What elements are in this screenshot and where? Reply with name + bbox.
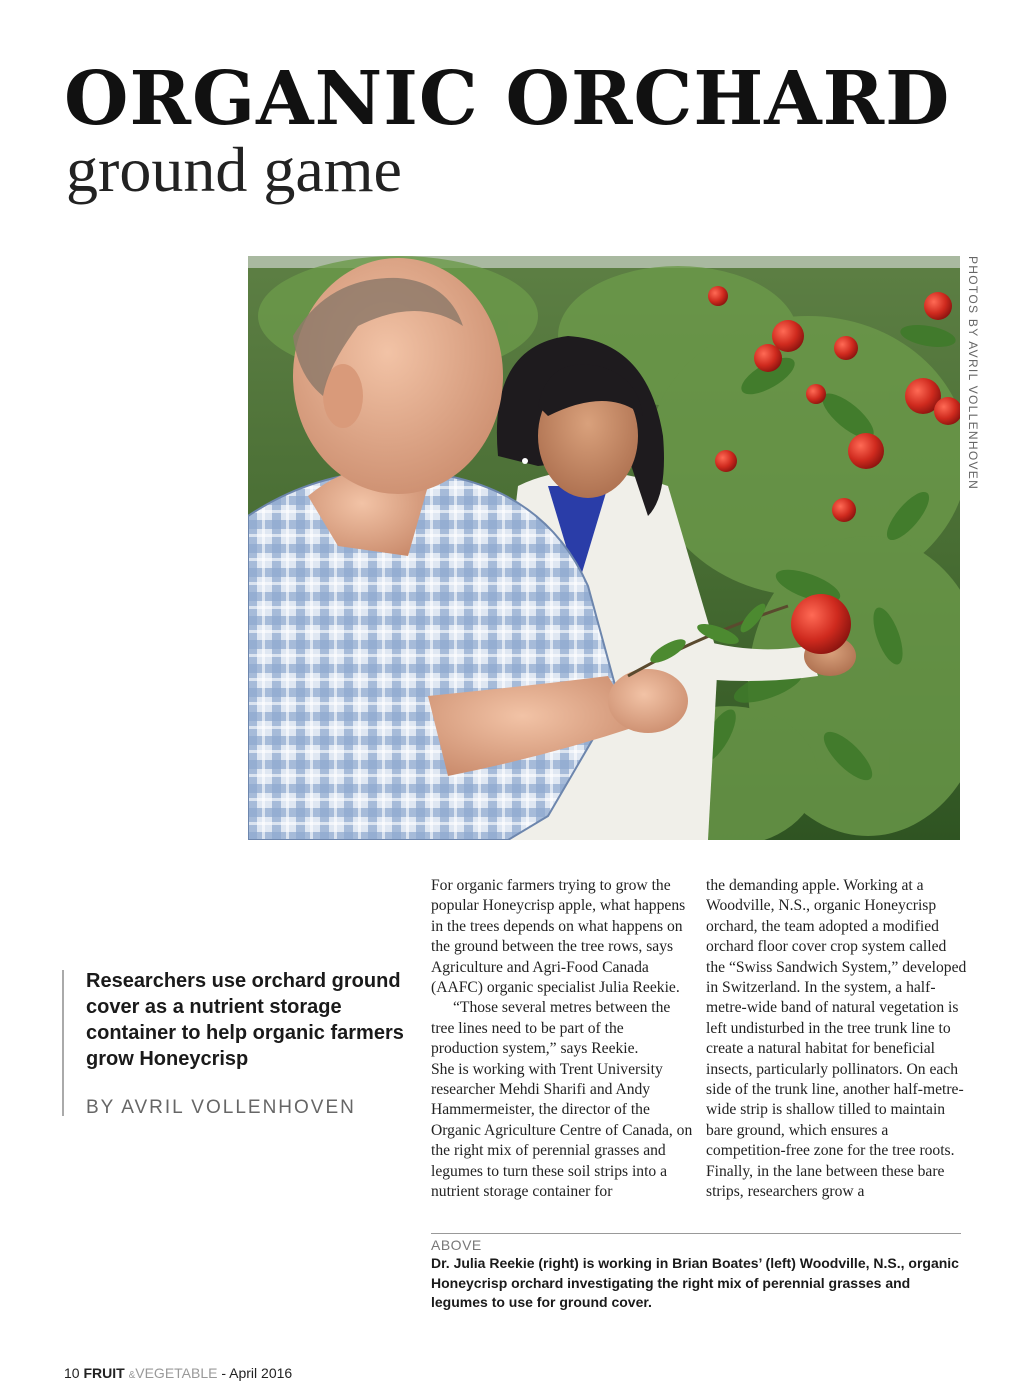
issue-date: - April 2016: [221, 1365, 293, 1381]
magazine-ampersand: &: [128, 1370, 136, 1381]
paragraph: the demanding apple. Working at a Woodville, N.S., organic Honeycrisp orchard, the team adopted a modified orchard floor cover crop system called the “Swiss Sandwich System,” developed in Switzerland. In the system, a half-metre-wide band of natural vegetation is left undisturbed in the tree trunk line to create a natural habitat for beneficial insects, particularly pollinators. On each side of the trunk line, another half-metre-wide strip is shallow tilled to maintain bare ground, which ensures a competition-free zone for the tree roots. Finally, in the lane between these bare strips, researchers grow a: [706, 877, 967, 1201]
headline: ORGANIC ORCHARD: [64, 56, 951, 142]
page-number: 10: [64, 1365, 80, 1381]
photo-caption: Dr. Julia Reekie (right) is working in Brian Boates’ (left) Woodville, N.S., organic Honeycrisp orchard investigating the right mix of perennial grasses and legumes to use for ground cover.: [431, 1255, 959, 1310]
deck-rule: [62, 970, 64, 1116]
magazine-name: FRUIT: [83, 1365, 125, 1381]
caption-rule: [431, 1233, 961, 1234]
caption-label: ABOVE: [431, 1237, 482, 1253]
byline: BY AVRIL VOLLENHOVEN: [86, 1097, 356, 1118]
subheadline: ground game: [66, 134, 402, 205]
body-column-2: [706, 876, 968, 1203]
paragraph: For organic farmers trying to grow the popular Honeycrisp apple, what happens in the trees depends on what happens on the ground between the tree rows, says Agriculture and Agri-Food Canada (AAFC) organic specialist Julia Reekie.: [431, 877, 686, 997]
body-column-1: [431, 876, 693, 1203]
paragraph: She is working with Trent University researcher Mehdi Sharifi and Andy Hammermeister, the director of the Organic Agriculture Centre of Canada, on the right mix of perennial grasses and legumes to turn these soil strips into a nutrient storage container for: [431, 1060, 693, 1201]
paragraph: “Those several metres between the tree lines need to be part of the production system,” says Reekie.: [431, 999, 671, 1058]
page-footer: [64, 1365, 292, 1381]
magazine-subname: VEGETABLE: [135, 1365, 218, 1381]
photo-credit: PHOTOS BY AVRIL VOLLENHOVEN: [966, 256, 980, 491]
article-deck: Researchers use orchard ground cover as a nutrient storage container to help organic farmers grow Honeycrisp: [86, 970, 404, 1070]
orchard-photo: [248, 256, 960, 840]
